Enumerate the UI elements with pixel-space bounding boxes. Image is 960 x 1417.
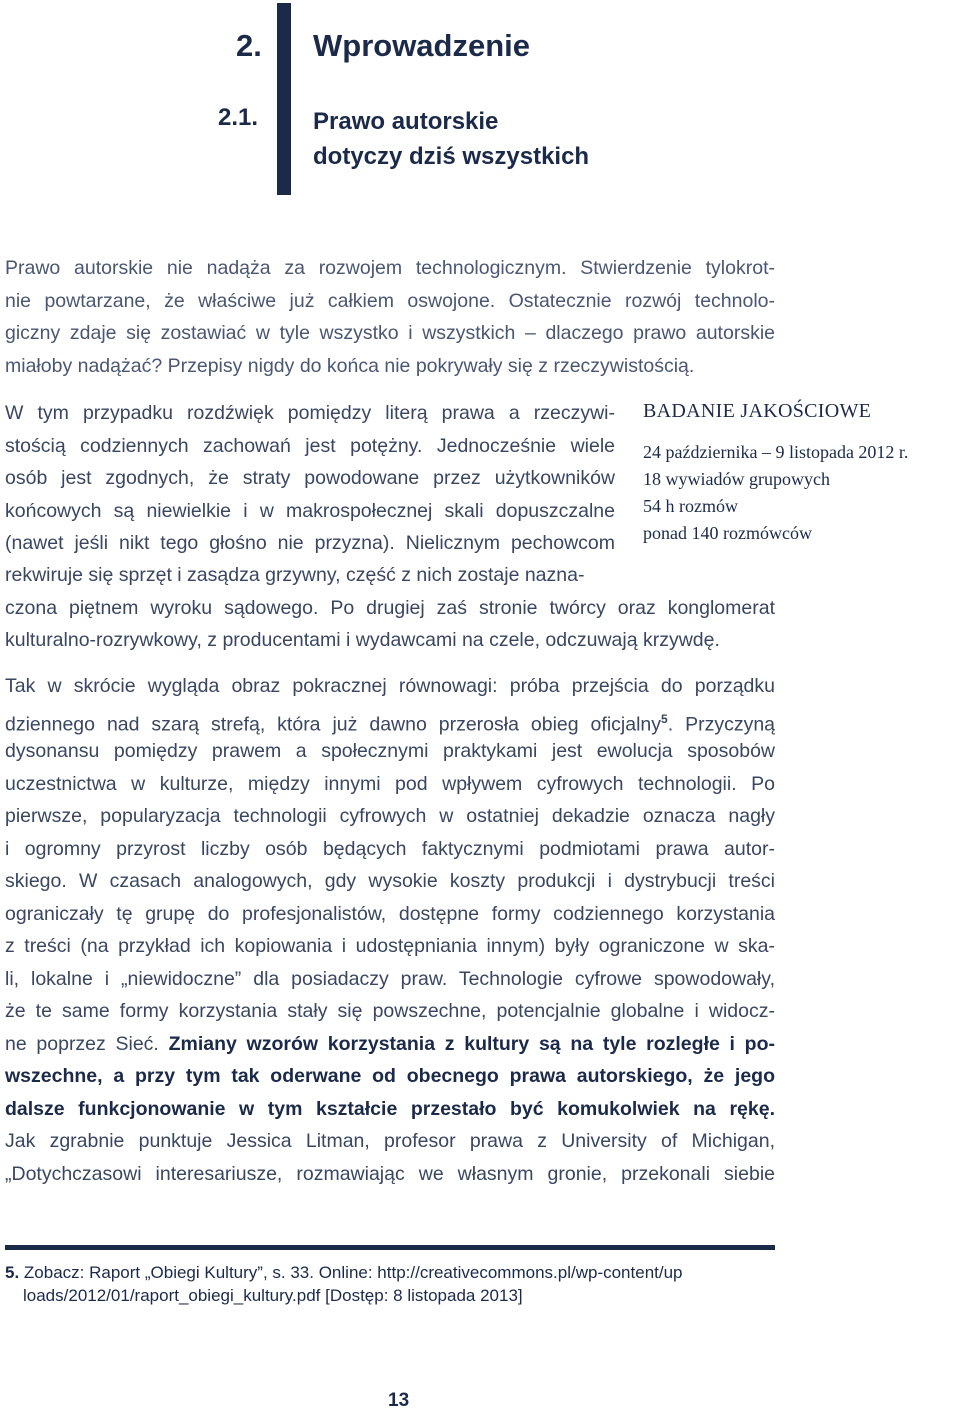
footnote-number: 5. bbox=[5, 1263, 20, 1282]
paragraph-intro bbox=[5, 252, 775, 382]
paragraph-discrepancy bbox=[5, 397, 615, 560]
text-line: skiego. W czasach analogowych, gdy wysokie koszty produkcji i dystrybucji treści bbox=[5, 870, 775, 892]
text-line: giczny zdaje się zostawiać w tyle wszystko i wszystkich – dlaczego prawo autorskie bbox=[5, 322, 775, 344]
text-line: dalsze funkcjonowanie w tym kształcie przestało być komukolwiek na rękę. bbox=[5, 1097, 775, 1120]
study-hours: 54 h rozmów bbox=[643, 496, 738, 516]
text-line: pierwsze, popularyzacja technologii cyfrowych w ostatniej dekadzie oznacza nagły bbox=[5, 805, 775, 827]
study-people: ponad 140 rozmówców bbox=[643, 523, 812, 543]
text-line: „Dotychczasowi interesariusze, rozmawiając we własnym gronie, przekonali siebie bbox=[5, 1162, 775, 1185]
study-info-box bbox=[643, 400, 908, 547]
text-line: kulturalno-rozrywkowy, z producentami i wydawcami na czele, odczuwają krzywdę. bbox=[5, 629, 720, 651]
text-line: nie powtarzane, że właściwe już całkiem oswojone. Ostatecznie rozwój technolo- bbox=[5, 289, 775, 312]
study-info-heading: BADANIE JAKOŚCIOWE bbox=[643, 400, 872, 422]
section-number: 2.1. bbox=[218, 104, 259, 131]
text-line: że te same formy korzystania stały się powszechne, potencjalnie globalne i widocz- bbox=[5, 1000, 775, 1022]
chapter-number: 2. bbox=[236, 28, 262, 63]
text-line: Tak w skrócie wygląda obraz pokracznej równowagi: próba przejścia do porządku bbox=[5, 675, 775, 697]
footnote-text-line[interactable]: loads/2012/01/raport_obiegi_kultury.pdf [Dostęp: 8 listopada 2013] bbox=[23, 1286, 523, 1305]
study-dates: 24 października – 9 listopada 2012 r. bbox=[643, 442, 909, 462]
text-line: miałoby nadążać? Przepisy nigdy do końca nie pokrywały się z rzeczywistością. bbox=[5, 354, 695, 377]
text-line: czona piętnem wyroku sądowego. Po drugiej zaś stronie twórcy oraz konglomerat bbox=[5, 596, 775, 619]
footnote-ref[interactable]: 5 bbox=[661, 711, 668, 726]
heading-accent-bar bbox=[277, 3, 291, 195]
text-line: i ogromny przyrost liczby osób będących faktycznymi podmiotami prawa autor- bbox=[5, 837, 775, 860]
text-line: (nawet jeśli nikt tego głośno nie przyzna). Nielicznym pechowcom bbox=[5, 532, 615, 554]
text-line: Jak zgrabnie punktuje Jessica Litman, profesor prawa z University of Michigan, bbox=[5, 1130, 775, 1152]
page-number: 13 bbox=[388, 1390, 410, 1411]
text-line: wszechne, a przy tym tak oderwane od obecnego prawa autorskiego, że jego bbox=[5, 1065, 775, 1087]
text-line: li, lokalne i „niewidoczne” dla posiadaczy praw. Technologie cyfrowe spowodowały, bbox=[5, 967, 775, 990]
text-line: uczestnictwa w kulturze, między innymi pod wpływem cyfrowych technologii. Po bbox=[5, 772, 775, 795]
text-line: stością codziennych zachowań jest potężny. Jednocześnie wiele bbox=[5, 434, 615, 457]
text-line: Prawo autorskie nie nadąża za rozwojem technologicznym. Stwierdzenie tylokrot- bbox=[5, 257, 775, 279]
text-line: ograniczały tę grupę do profesjonalistów, dostępne formy codziennego korzystania bbox=[5, 902, 775, 925]
text-line: dziennego nad szarą strefą, która już dawno przerosła obieg oficjalny$^5$. Przyczyną bbox=[5, 711, 776, 735]
footnote bbox=[5, 1261, 765, 1307]
study-interviews: 18 wywiadów grupowych bbox=[643, 469, 830, 489]
section-title-line: Prawo autorskie bbox=[313, 108, 499, 135]
text-line: osób jest zgodnych, że straty powodowane przez użytkowników bbox=[5, 467, 615, 489]
text-line: rekwiruje się sprzęt i zasądza grzywny, część z nich zostaje nazna- bbox=[5, 564, 585, 586]
text-line: z treści (na przykład ich kopiowania i udostępniania innym) były ograniczone w ska- bbox=[5, 935, 775, 957]
text-line: ne poprzez Sieć. Zmiany wzorów korzystania z kultury są na tyle rozległe i po- bbox=[5, 1032, 775, 1055]
section-title bbox=[313, 104, 589, 174]
chapter-title: Wprowadzenie bbox=[313, 28, 531, 63]
paragraph-balance bbox=[5, 670, 775, 1190]
section-title-line: dotyczy dziś wszystkich bbox=[313, 143, 590, 170]
text-line: końcowych są niewielkie i w makrospołecznej skali dopuszczalne bbox=[5, 499, 615, 522]
footnote-text-line[interactable]: Zobacz: Raport „Obiegi Kultury”, s. 33. Online: http://creativecommons.pl/wp-content/up bbox=[23, 1263, 683, 1282]
text-line: dysonansu pomiędzy prawem a społecznymi praktykami jest ewolucja sposobów bbox=[5, 740, 775, 762]
paragraph-discrepancy-continued bbox=[5, 559, 775, 657]
footnote-divider bbox=[5, 1245, 775, 1250]
text-line: W tym przypadku rozdźwięk pomiędzy literą prawa a rzeczywi- bbox=[5, 402, 615, 424]
